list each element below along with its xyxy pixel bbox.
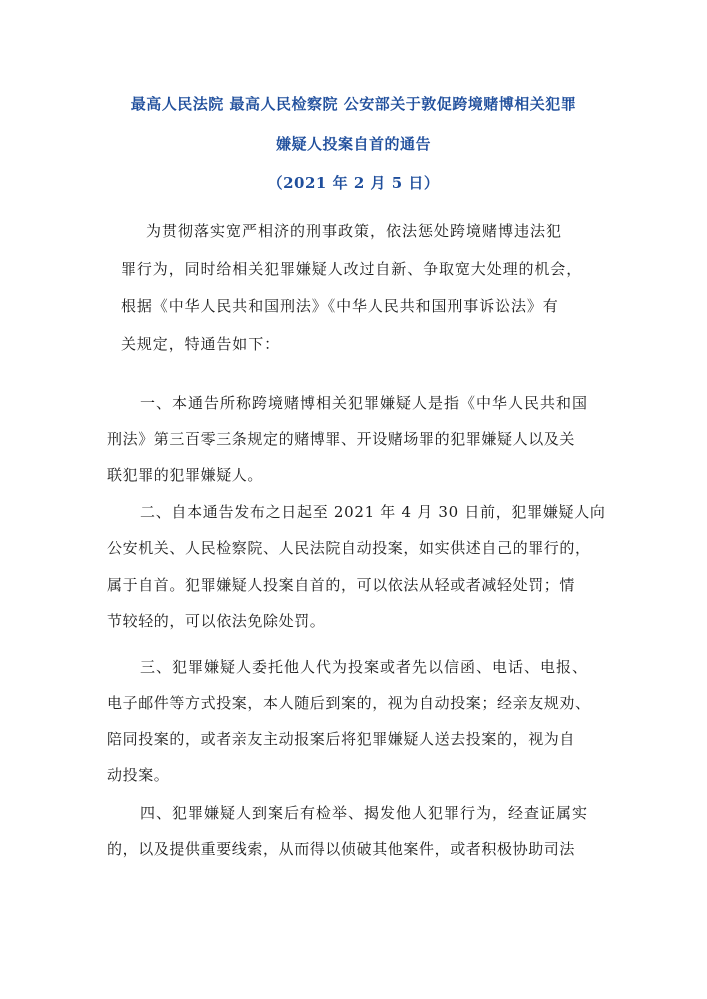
section-line: 三、犯罪嫌疑人委托他人代为投案或者先以信函、电话、电报、 — [140, 658, 589, 676]
section-line: 一、本通告所称跨境赌博相关犯罪嫌疑人是指《中华人民共和国 — [140, 394, 589, 412]
section-line: 电子邮件等方式投案，本人随后到案的，视为自动投案；经亲友规劝、 — [107, 694, 591, 712]
section-line: 动投案。 — [107, 766, 170, 784]
section-line: 公安机关、人民检察院、人民法院自动投案，如实供述自己的罪行的， — [107, 539, 591, 557]
section-line: 四、犯罪嫌疑人到案后有检举、揭发他人犯罪行为，经查证属实 — [140, 804, 589, 822]
section-line: 属于自首。犯罪嫌疑人投案自首的，可以依法从轻或者减轻处罚；情 — [107, 576, 576, 594]
section-line: 联犯罪的犯罪嫌疑人。 — [107, 466, 264, 484]
document-title-line-2: 嫌疑人投案自首的通告 — [275, 135, 431, 153]
intro-line: 为贯彻落实宽严相济的刑事政策，依法惩处跨境赌博违法犯 — [146, 222, 563, 240]
section-line: 的，以及提供重要线索，从而得以侦破其他案件，或者积极协助司法 — [107, 840, 576, 858]
section-line: 刑法》第三百零三条规定的赌博罪、开设赌场罪的犯罪嫌疑人以及关 — [107, 430, 576, 448]
document-date: （2021 年 2 月 5 日） — [267, 174, 440, 192]
intro-line: 根据《中华人民共和国刑法》《中华人民共和国刑事诉讼法》有 — [121, 297, 559, 315]
section-line: 陪同投案的，或者亲友主动报案后将犯罪嫌疑人送去投案的，视为自 — [107, 730, 576, 748]
intro-line: 罪行为，同时给相关犯罪嫌疑人改过自新、争取宽大处理的机会， — [121, 260, 583, 278]
intro-line: 关规定，特通告如下： — [121, 335, 281, 353]
document-title-line-1: 最高人民法院 最高人民检察院 公安部关于敦促跨境赌博相关犯罪 — [130, 95, 577, 113]
section-line: 节较轻的，可以依法免除处罚。 — [107, 612, 326, 630]
section-line: 二、自本通告发布之日起至 2021 年 4 月 30 日前，犯罪嫌疑人向 — [140, 503, 606, 521]
